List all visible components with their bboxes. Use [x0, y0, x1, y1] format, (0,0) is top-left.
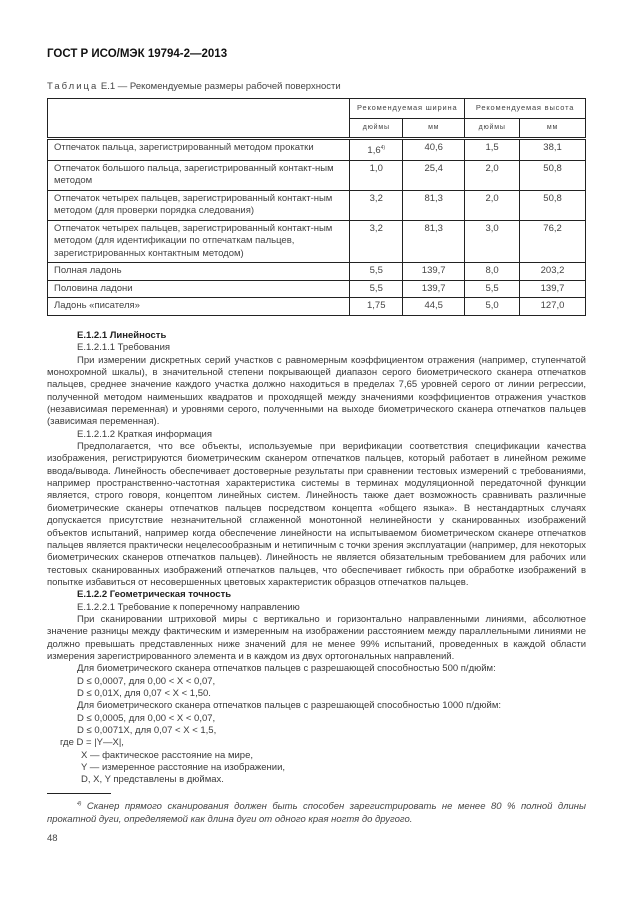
- table-row: [48, 263, 586, 281]
- width-mm: [403, 139, 465, 161]
- text-line: Для биометрического сканера отпечатков пальцев с разрешающей способностью 1000 п/дюйм:: [77, 700, 501, 712]
- height-mm-text: 38,1: [543, 142, 562, 153]
- height-inches: [465, 190, 520, 220]
- subheader: мм: [520, 119, 586, 139]
- row-label-text: Половина ладони: [54, 282, 133, 294]
- width-mm-text: 81,3: [424, 192, 443, 204]
- height-mm: [520, 298, 586, 316]
- width-mm: [403, 160, 465, 190]
- width-inches-text: 1,6: [367, 145, 381, 157]
- header-empty: [48, 99, 350, 139]
- width-mm-text: 81,3: [424, 222, 443, 234]
- height-mm: [520, 160, 586, 190]
- width-inches-text: 5,5: [369, 265, 383, 277]
- header-height: Рекомендуемая высота: [465, 99, 586, 119]
- height-inches-text: 5,0: [485, 300, 499, 312]
- row-label: [48, 263, 350, 281]
- width-inches: [350, 139, 403, 161]
- formula: где D = |Y—X|,: [60, 737, 124, 749]
- width-inches: [350, 190, 403, 220]
- caption-prefix: Таблица: [47, 81, 99, 92]
- width-inches: [350, 220, 403, 263]
- height-mm: [520, 263, 586, 281]
- section-heading: Е.1.2.2 Геометрическая точность: [77, 589, 232, 601]
- height-inches: [465, 139, 520, 161]
- footnote-text: Сканер прямого сканирования должен быть способен зарегистрировать не менее 80 % полной длины прокатной дуги, определяемой как длина дуги от одного края ногтя до другого.: [47, 801, 586, 825]
- width-mm-text: 40,6: [424, 142, 443, 153]
- height-mm-text: 50,8: [543, 192, 562, 204]
- width-inches-text: 1,75: [367, 300, 386, 312]
- width-inches-text: 3,2: [369, 222, 383, 234]
- width-mm: [403, 220, 465, 263]
- height-inches-text: 2,0: [485, 162, 499, 174]
- header-width: Рекомендуемая ширина: [350, 99, 465, 119]
- subheader: дюймы: [350, 119, 403, 139]
- width-inches: [350, 160, 403, 190]
- formula: D ≤ 0,01X, для 0,07 < X < 1,50.: [77, 687, 211, 699]
- height-inches-text: 2,0: [485, 192, 499, 204]
- formula: D ≤ 0,0071X, для 0,07 < X < 1,5,: [77, 725, 217, 736]
- formula: D ≤ 0,0007, для 0,00 < X < 0,07,: [77, 675, 216, 687]
- document-header: ГОСТ Р ИСО/МЭК 19794-2—2013: [47, 48, 228, 60]
- height-mm-text: 50,8: [543, 162, 562, 174]
- footnote-divider: [47, 793, 111, 794]
- row-label-text: Полная ладонь: [54, 265, 122, 277]
- table-row: [48, 280, 586, 298]
- recommended-sizes-table: [47, 98, 586, 316]
- height-mm: [520, 220, 586, 263]
- caption-text: Е.1 — Рекомендуемые размеры рабочей поверхности: [98, 81, 341, 92]
- row-label: [48, 190, 350, 220]
- row-label-text: Отпечаток большого пальца, зарегистрированный контакт-ным методом: [54, 162, 334, 187]
- height-mm-text: 203,2: [540, 265, 565, 277]
- height-mm-text: 139,7: [540, 282, 565, 294]
- section-heading: Е.1.2.1 Линейность: [77, 330, 167, 341]
- row-label-text: Ладонь «писателя»: [54, 300, 140, 312]
- table-row: [48, 160, 586, 190]
- width-inches-text: 1,0: [369, 162, 383, 174]
- width-mm: [403, 263, 465, 281]
- width-mm-text: 139,7: [421, 265, 446, 277]
- height-mm: [520, 280, 586, 298]
- table-header-row: [48, 99, 586, 119]
- row-label: [48, 298, 350, 316]
- height-inches: [465, 220, 520, 263]
- height-mm: [520, 139, 586, 161]
- page-number: 48: [47, 833, 58, 844]
- height-inches: [465, 263, 520, 281]
- width-inches-text: 3,2: [369, 192, 383, 204]
- height-inches: [465, 298, 520, 316]
- width-inches: [350, 263, 403, 281]
- row-label-text: Отпечаток пальца, зарегистрированный методом прокатки: [54, 142, 314, 153]
- height-mm: [520, 190, 586, 220]
- footnote-ref: 4): [380, 145, 386, 151]
- footnote: [47, 798, 586, 826]
- table-row: [48, 298, 586, 316]
- height-mm-text: 127,0: [540, 300, 565, 312]
- subsection-heading: Е.1.2.1.2 Краткая информация: [77, 428, 212, 440]
- footnote-mark: 4): [77, 801, 82, 807]
- width-mm: [403, 280, 465, 298]
- subheader: дюймы: [465, 119, 520, 139]
- paragraph: При измерении дискретных серий участков с равномерным коэффициентом отражения (например, ступенчатой монохромной шкалы), в значительной степени покрывающей диапазон серого биометрического сканера отпечатков пальцев, среднее значение каждого участка должно находиться в пределах 7,65 уровней серого от линии регрессии, полученной методом наименьших квадратов и проходящей между значениями коэффициентов отражения участков (независимая переменная) и уровнями серого, полученными на выходе биометрического сканера отпечатков пальцев (зависимая переменная).: [47, 354, 586, 428]
- body-text: [47, 330, 586, 787]
- width-mm: [403, 190, 465, 220]
- table-row: [48, 139, 586, 161]
- width-mm: [403, 298, 465, 316]
- definition: Y — измеренное расстояние на изображении,: [81, 762, 286, 774]
- width-mm-text: 139,7: [421, 282, 446, 294]
- row-label: [48, 160, 350, 190]
- height-mm-text: 76,2: [543, 222, 562, 234]
- table-caption: [47, 81, 341, 92]
- row-label: [48, 139, 350, 161]
- height-inches: [465, 280, 520, 298]
- height-inches-text: 3,0: [485, 222, 499, 234]
- definition: D, X, Y представлены в дюймах.: [81, 774, 224, 786]
- formula: D ≤ 0,0005, для 0,00 < X < 0,07,: [77, 712, 216, 724]
- row-label-text: Отпечаток четырех пальцев, зарегистрированный контакт-ным методом (для идентификации по отпечаткам пальцев, зарегистрированных контактным методом): [54, 222, 333, 259]
- row-label-text: Отпечаток четырех пальцев, зарегистрированный контакт-ным методом (для проверки порядка следования): [54, 192, 333, 217]
- paragraph: Предполагается, что все объекты, используемые при верификации соответствия спецификации качества изображения, регистрируются биометрическим сканером отпечатков пальцев, который работает в линейном режиме ввода/вывода. Линейность обеспечивает достоверные результаты при сравнении тестовых измерений с требованиями, например пространственно-частотная характеристика системы в терминах модуляционной передаточной функции является, строго говоря, концептом линейных систем. Линейность также дает возможность сравнивать различные биометрические сканеры отпечатков пальцев посредством концепта «общего языка». В нестандартных случаях допускается присутствие незначительной сглаженной монотонной нелинейности у сканированных изображений объектов испытаний, например когда обеспечение линейности на испытываемом биометрическом сканере отпечатков пальцев является практически нецелесообразным и нетипичным с точки зрения эксплуатации (например, для некоторых биометрических сканеров отпечатков пальцев). Линейность не является обязательным требованием для рабочих или тестовых сканированных изображений отпечатков пальцев, что обеспечивает гибкость при обработке изображений в попытке избавиться от несовершенных цветовых характеристик образцов отпечатков пальцев.: [47, 441, 586, 588]
- width-mm-text: 25,4: [424, 162, 443, 174]
- width-mm-text: 44,5: [424, 300, 443, 312]
- table-row: [48, 190, 586, 220]
- width-inches-text: 5,5: [369, 282, 383, 294]
- height-inches-text: 5,5: [485, 282, 499, 294]
- width-inches: [350, 280, 403, 298]
- row-label: [48, 280, 350, 298]
- subheader: мм: [403, 119, 465, 139]
- height-inches: [465, 160, 520, 190]
- definition: X — фактическое расстояние на мире,: [81, 749, 254, 761]
- paragraph: При сканировании штриховой миры с вертикально и горизонтально направленными линиями, абсолютное значение разницы между фактическим и измеренным на изображении расстоянием между параллельными линиями не должно превышать представленных ниже значений для не менее 99% испытаний, проведенных в каждой области измерения зарегистрированного элемента и в каждом из двух ортогональных направлений.: [47, 613, 586, 662]
- width-inches: [350, 298, 403, 316]
- row-label: [48, 220, 350, 263]
- table-row: [48, 220, 586, 263]
- height-inches-text: 1,5: [485, 142, 499, 153]
- height-inches-text: 8,0: [485, 265, 499, 277]
- subsection-heading: Е.1.2.2.1 Требование к поперечному направлению: [77, 601, 300, 613]
- subsection-heading: Е.1.2.1.1 Требования: [77, 342, 171, 354]
- text-line: Для биометрического сканера отпечатков пальцев с разрешающей способностью 500 п/дюйм:: [77, 663, 496, 675]
